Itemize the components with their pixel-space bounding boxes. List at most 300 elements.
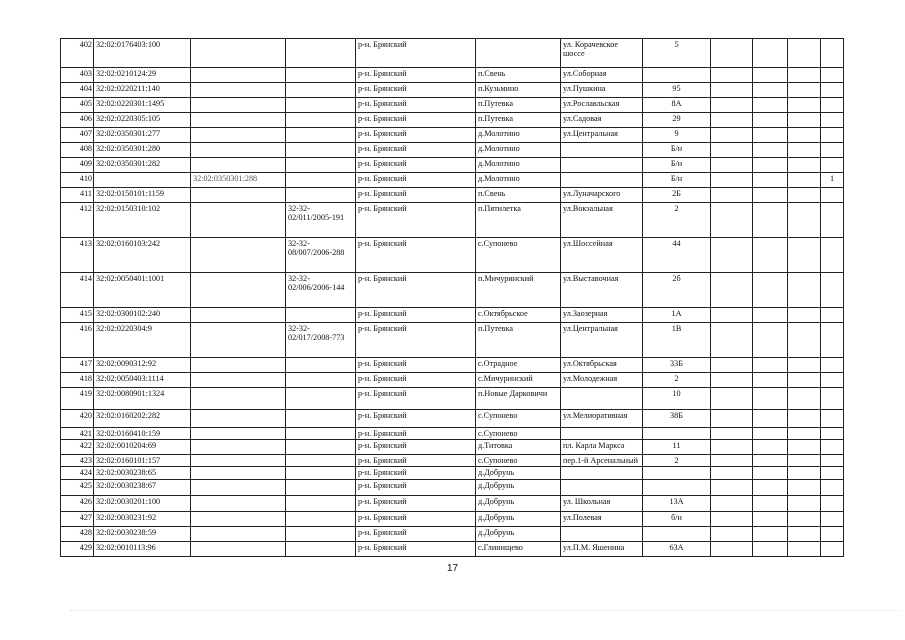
district: р-н. Брянский xyxy=(356,455,476,467)
row-number: 408 xyxy=(61,143,94,158)
house-number xyxy=(643,527,711,542)
cadastral-number-alt xyxy=(191,113,286,128)
empty-cell xyxy=(711,68,753,83)
district: р-н. Брянский xyxy=(356,203,476,238)
locality: д.Молотино xyxy=(476,143,561,158)
property-registry-table xyxy=(60,38,844,557)
locality: п.Новые Дарковичи xyxy=(476,388,561,410)
registration-number xyxy=(286,527,356,542)
house-number: 33Б xyxy=(643,358,711,373)
cadastral-number-alt xyxy=(191,467,286,480)
row-number: 413 xyxy=(61,238,94,273)
cadastral-number: 32:02:0300102:240 xyxy=(94,308,191,323)
registration-number xyxy=(286,373,356,388)
street: ул.Вокзальная xyxy=(561,203,643,238)
empty-cell xyxy=(788,128,821,143)
row-number: 429 xyxy=(61,542,94,557)
row-number: 426 xyxy=(61,496,94,512)
empty-cell xyxy=(711,113,753,128)
page-number: 17 xyxy=(446,563,459,574)
empty-cell xyxy=(711,128,753,143)
cadastral-number: 32:02:0090312:92 xyxy=(94,358,191,373)
registration-number xyxy=(286,39,356,68)
empty-cell xyxy=(788,428,821,440)
table-row xyxy=(61,480,844,496)
cadastral-number-alt xyxy=(191,440,286,455)
house-number: 63А xyxy=(643,542,711,557)
row-number: 425 xyxy=(61,480,94,496)
table-row xyxy=(61,158,844,173)
street: ул.Выставочная xyxy=(561,273,643,308)
flag-value xyxy=(821,188,844,203)
street: ул.Центральная xyxy=(561,128,643,143)
empty-cell xyxy=(788,113,821,128)
empty-cell xyxy=(788,203,821,238)
empty-cell xyxy=(711,158,753,173)
empty-cell xyxy=(753,158,788,173)
cadastral-number: 32:02:0030201:100 xyxy=(94,496,191,512)
table-row xyxy=(61,143,844,158)
empty-cell xyxy=(788,158,821,173)
street xyxy=(561,388,643,410)
house-number xyxy=(643,480,711,496)
house-number: 13А xyxy=(643,496,711,512)
registration-number xyxy=(286,68,356,83)
house-number: 10 xyxy=(643,388,711,410)
street: ул.П.М. Яшенина xyxy=(561,542,643,557)
district: р-н. Брянский xyxy=(356,542,476,557)
district: р-н. Брянский xyxy=(356,98,476,113)
empty-cell xyxy=(753,143,788,158)
empty-cell xyxy=(711,39,753,68)
empty-cell xyxy=(788,527,821,542)
table-row xyxy=(61,496,844,512)
cadastral-number: 32:02:0350301:282 xyxy=(94,158,191,173)
cadastral-number-alt xyxy=(191,39,286,68)
house-number: 44 xyxy=(643,238,711,273)
cadastral-number: 32:02:0030238:59 xyxy=(94,527,191,542)
district: р-н. Брянский xyxy=(356,143,476,158)
empty-cell xyxy=(753,68,788,83)
house-number: Б/н xyxy=(643,143,711,158)
house-number: 29 xyxy=(643,113,711,128)
flag-value xyxy=(821,273,844,308)
district: р-н. Брянский xyxy=(356,373,476,388)
empty-cell xyxy=(711,428,753,440)
district: р-н. Брянский xyxy=(356,188,476,203)
empty-cell xyxy=(753,440,788,455)
district: р-н. Брянский xyxy=(356,238,476,273)
street xyxy=(561,467,643,480)
cadastral-number-alt xyxy=(191,410,286,428)
row-number: 412 xyxy=(61,203,94,238)
flag-value xyxy=(821,428,844,440)
table-row xyxy=(61,373,844,388)
empty-cell xyxy=(788,98,821,113)
street: пл. Карла Маркса xyxy=(561,440,643,455)
row-number: 428 xyxy=(61,527,94,542)
table-row xyxy=(61,273,844,308)
locality: с.Супонево xyxy=(476,455,561,467)
row-number: 406 xyxy=(61,113,94,128)
street: ул.Соборная xyxy=(561,68,643,83)
district: р-н. Брянский xyxy=(356,39,476,68)
table-body xyxy=(61,39,844,557)
row-number: 403 xyxy=(61,68,94,83)
locality: п.Кузьмино xyxy=(476,83,561,98)
cadastral-number: 32:02:0030238:65 xyxy=(94,467,191,480)
empty-cell xyxy=(788,39,821,68)
district: р-н. Брянский xyxy=(356,480,476,496)
empty-cell xyxy=(788,440,821,455)
table-row xyxy=(61,358,844,373)
empty-cell xyxy=(788,188,821,203)
cadastral-number-alt xyxy=(191,158,286,173)
street: ул.Октябрьская xyxy=(561,358,643,373)
cadastral-number: 32:02:0160410:159 xyxy=(94,428,191,440)
district: р-н. Брянский xyxy=(356,512,476,527)
flag-value xyxy=(821,323,844,358)
cadastral-number-alt: 32:02:0350301:288 xyxy=(191,173,286,188)
table-row xyxy=(61,83,844,98)
empty-cell xyxy=(753,308,788,323)
registration-number xyxy=(286,158,356,173)
empty-cell xyxy=(711,238,753,273)
empty-cell xyxy=(753,98,788,113)
flag-value xyxy=(821,527,844,542)
empty-cell xyxy=(711,512,753,527)
table-row xyxy=(61,388,844,410)
locality: д.Добрунь xyxy=(476,512,561,527)
cadastral-number-alt xyxy=(191,128,286,143)
flag-value xyxy=(821,98,844,113)
flag-value xyxy=(821,39,844,68)
empty-cell xyxy=(788,308,821,323)
table-row xyxy=(61,527,844,542)
registration-number: 32-32-02/006/2006-144 xyxy=(286,273,356,308)
district: р-н. Брянский xyxy=(356,527,476,542)
empty-cell xyxy=(753,373,788,388)
house-number: Б/н xyxy=(643,173,711,188)
cadastral-number: 32:02:0350301:280 xyxy=(94,143,191,158)
locality: д.Добрунь xyxy=(476,480,561,496)
empty-cell xyxy=(711,455,753,467)
table-row xyxy=(61,410,844,428)
registration-number xyxy=(286,496,356,512)
empty-cell xyxy=(753,455,788,467)
street xyxy=(561,158,643,173)
cadastral-number: 32:02:0010204:69 xyxy=(94,440,191,455)
table-row xyxy=(61,428,844,440)
house-number: 2Б xyxy=(643,188,711,203)
cadastral-number: 32:02:0160103:242 xyxy=(94,238,191,273)
row-number: 419 xyxy=(61,388,94,410)
district: р-н. Брянский xyxy=(356,410,476,428)
flag-value: 1 xyxy=(821,173,844,188)
cadastral-number: 32:02:0350301:277 xyxy=(94,128,191,143)
cadastral-number-alt xyxy=(191,512,286,527)
district: р-н. Брянский xyxy=(356,496,476,512)
district: р-н. Брянский xyxy=(356,83,476,98)
street: ул.Заозерная xyxy=(561,308,643,323)
cadastral-number: 32:02:0050401:1001 xyxy=(94,273,191,308)
table-row xyxy=(61,542,844,557)
empty-cell xyxy=(788,238,821,273)
row-number: 418 xyxy=(61,373,94,388)
row-number: 407 xyxy=(61,128,94,143)
row-number: 402 xyxy=(61,39,94,68)
registration-number xyxy=(286,480,356,496)
locality: д.Молотино xyxy=(476,128,561,143)
registration-number xyxy=(286,128,356,143)
row-number: 422 xyxy=(61,440,94,455)
cadastral-number: 32:02:0050403:1114 xyxy=(94,373,191,388)
street xyxy=(561,428,643,440)
district: р-н. Брянский xyxy=(356,358,476,373)
registration-number xyxy=(286,410,356,428)
empty-cell xyxy=(711,188,753,203)
house-number: 2б xyxy=(643,273,711,308)
flag-value xyxy=(821,496,844,512)
flag-value xyxy=(821,68,844,83)
locality: с.Супонево xyxy=(476,238,561,273)
table-row xyxy=(61,455,844,467)
empty-cell xyxy=(711,480,753,496)
cadastral-number-alt xyxy=(191,323,286,358)
cadastral-number: 32:02:0176403:100 xyxy=(94,39,191,68)
flag-value xyxy=(821,440,844,455)
flag-value xyxy=(821,158,844,173)
registration-number: 32-32-08/007/2006-288 xyxy=(286,238,356,273)
registration-number xyxy=(286,388,356,410)
registration-number xyxy=(286,143,356,158)
locality: д.Добрунь xyxy=(476,467,561,480)
district: р-н. Брянский xyxy=(356,128,476,143)
flag-value xyxy=(821,512,844,527)
empty-cell xyxy=(788,496,821,512)
house-number: 2 xyxy=(643,455,711,467)
empty-cell xyxy=(788,373,821,388)
registration-number xyxy=(286,512,356,527)
table-row xyxy=(61,173,844,188)
locality: с.Супонево xyxy=(476,410,561,428)
table-row xyxy=(61,98,844,113)
empty-cell xyxy=(788,542,821,557)
street: ул.Полевая xyxy=(561,512,643,527)
empty-cell xyxy=(753,480,788,496)
street: ул.Молодежная xyxy=(561,373,643,388)
locality: п.Свень xyxy=(476,188,561,203)
empty-cell xyxy=(711,323,753,358)
locality: п.Путевка xyxy=(476,113,561,128)
locality: с.Мичуринский xyxy=(476,373,561,388)
table-row xyxy=(61,323,844,358)
row-number: 417 xyxy=(61,358,94,373)
table-row xyxy=(61,203,844,238)
flag-value xyxy=(821,467,844,480)
registration-number xyxy=(286,440,356,455)
empty-cell xyxy=(753,128,788,143)
locality: д.Молотино xyxy=(476,158,561,173)
empty-cell xyxy=(753,203,788,238)
scan-artifact-line xyxy=(70,610,900,629)
row-number: 405 xyxy=(61,98,94,113)
house-number: 2 xyxy=(643,203,711,238)
district: р-н. Брянский xyxy=(356,158,476,173)
empty-cell xyxy=(711,410,753,428)
empty-cell xyxy=(788,455,821,467)
table-row xyxy=(61,440,844,455)
empty-cell xyxy=(711,527,753,542)
empty-cell xyxy=(753,428,788,440)
house-number: 11 xyxy=(643,440,711,455)
empty-cell xyxy=(788,480,821,496)
flag-value xyxy=(821,308,844,323)
empty-cell xyxy=(753,410,788,428)
locality: п.Мичуринский xyxy=(476,273,561,308)
registration-number xyxy=(286,455,356,467)
table-row xyxy=(61,68,844,83)
house-number: 1В xyxy=(643,323,711,358)
house-number xyxy=(643,68,711,83)
cadastral-number: 32:02:0160101:157 xyxy=(94,455,191,467)
flag-value xyxy=(821,143,844,158)
locality: д.Добрунь xyxy=(476,496,561,512)
cadastral-number-alt xyxy=(191,188,286,203)
registration-number: 32-32-02/011/2005-191 xyxy=(286,203,356,238)
row-number: 404 xyxy=(61,83,94,98)
cadastral-number-alt xyxy=(191,388,286,410)
empty-cell xyxy=(788,467,821,480)
district: р-н. Брянский xyxy=(356,68,476,83)
house-number: 38Б xyxy=(643,410,711,428)
cadastral-number-alt xyxy=(191,238,286,273)
flag-value xyxy=(821,373,844,388)
row-number: 411 xyxy=(61,188,94,203)
empty-cell xyxy=(711,203,753,238)
row-number: 416 xyxy=(61,323,94,358)
cadastral-number: 32:02:0010113:96 xyxy=(94,542,191,557)
district: р-н. Брянский xyxy=(356,467,476,480)
district: р-н. Брянский xyxy=(356,440,476,455)
cadastral-number-alt xyxy=(191,143,286,158)
street xyxy=(561,480,643,496)
flag-value xyxy=(821,480,844,496)
cadastral-number-alt xyxy=(191,542,286,557)
empty-cell xyxy=(788,358,821,373)
empty-cell xyxy=(753,467,788,480)
empty-cell xyxy=(753,39,788,68)
row-number: 409 xyxy=(61,158,94,173)
cadastral-number: 32:02:0030238:67 xyxy=(94,480,191,496)
empty-cell xyxy=(711,467,753,480)
district: р-н. Брянский xyxy=(356,308,476,323)
locality: с.Октябрьское xyxy=(476,308,561,323)
registration-number xyxy=(286,98,356,113)
flag-value xyxy=(821,128,844,143)
locality: д.Добрунь xyxy=(476,527,561,542)
empty-cell xyxy=(788,410,821,428)
registration-number xyxy=(286,83,356,98)
cadastral-number-alt xyxy=(191,98,286,113)
cadastral-number-alt xyxy=(191,527,286,542)
row-number: 420 xyxy=(61,410,94,428)
empty-cell xyxy=(788,273,821,308)
empty-cell xyxy=(711,388,753,410)
empty-cell xyxy=(711,308,753,323)
house-number: 2 xyxy=(643,373,711,388)
street: ул.Шоссейная xyxy=(561,238,643,273)
row-number: 415 xyxy=(61,308,94,323)
registration-number xyxy=(286,308,356,323)
table-row xyxy=(61,128,844,143)
cadastral-number-alt xyxy=(191,428,286,440)
street: ул.Мелиоративная xyxy=(561,410,643,428)
house-number: 95 xyxy=(643,83,711,98)
empty-cell xyxy=(753,527,788,542)
row-number: 421 xyxy=(61,428,94,440)
locality: д.Титовка xyxy=(476,440,561,455)
flag-value xyxy=(821,358,844,373)
registration-number xyxy=(286,113,356,128)
cadastral-number-alt xyxy=(191,203,286,238)
empty-cell xyxy=(711,173,753,188)
house-number xyxy=(643,467,711,480)
empty-cell xyxy=(711,98,753,113)
district: р-н. Брянский xyxy=(356,273,476,308)
street xyxy=(561,173,643,188)
table-row xyxy=(61,39,844,68)
cadastral-number-alt xyxy=(191,83,286,98)
house-number: 1А xyxy=(643,308,711,323)
empty-cell xyxy=(788,323,821,358)
cadastral-number-alt xyxy=(191,480,286,496)
empty-cell xyxy=(711,440,753,455)
flag-value xyxy=(821,113,844,128)
flag-value xyxy=(821,455,844,467)
house-number xyxy=(643,428,711,440)
house-number: 9 xyxy=(643,128,711,143)
flag-value xyxy=(821,388,844,410)
street: ул. Школьная xyxy=(561,496,643,512)
registration-number xyxy=(286,188,356,203)
row-number: 427 xyxy=(61,512,94,527)
house-number: Б/н xyxy=(643,158,711,173)
cadastral-number-alt xyxy=(191,358,286,373)
empty-cell xyxy=(753,323,788,358)
flag-value xyxy=(821,83,844,98)
table-row xyxy=(61,308,844,323)
street: ул.Садовая xyxy=(561,113,643,128)
empty-cell xyxy=(753,188,788,203)
empty-cell xyxy=(753,496,788,512)
empty-cell xyxy=(788,83,821,98)
table-row xyxy=(61,113,844,128)
empty-cell xyxy=(788,388,821,410)
house-number: 8А xyxy=(643,98,711,113)
cadastral-number-alt xyxy=(191,373,286,388)
table-row xyxy=(61,238,844,273)
cadastral-number: 32:02:0220305:105 xyxy=(94,113,191,128)
empty-cell xyxy=(711,358,753,373)
registration-number xyxy=(286,428,356,440)
district: р-н. Брянский xyxy=(356,323,476,358)
locality xyxy=(476,39,561,68)
empty-cell xyxy=(711,143,753,158)
registration-number xyxy=(286,173,356,188)
empty-cell xyxy=(753,512,788,527)
cadastral-number: 32:02:0160202:282 xyxy=(94,410,191,428)
